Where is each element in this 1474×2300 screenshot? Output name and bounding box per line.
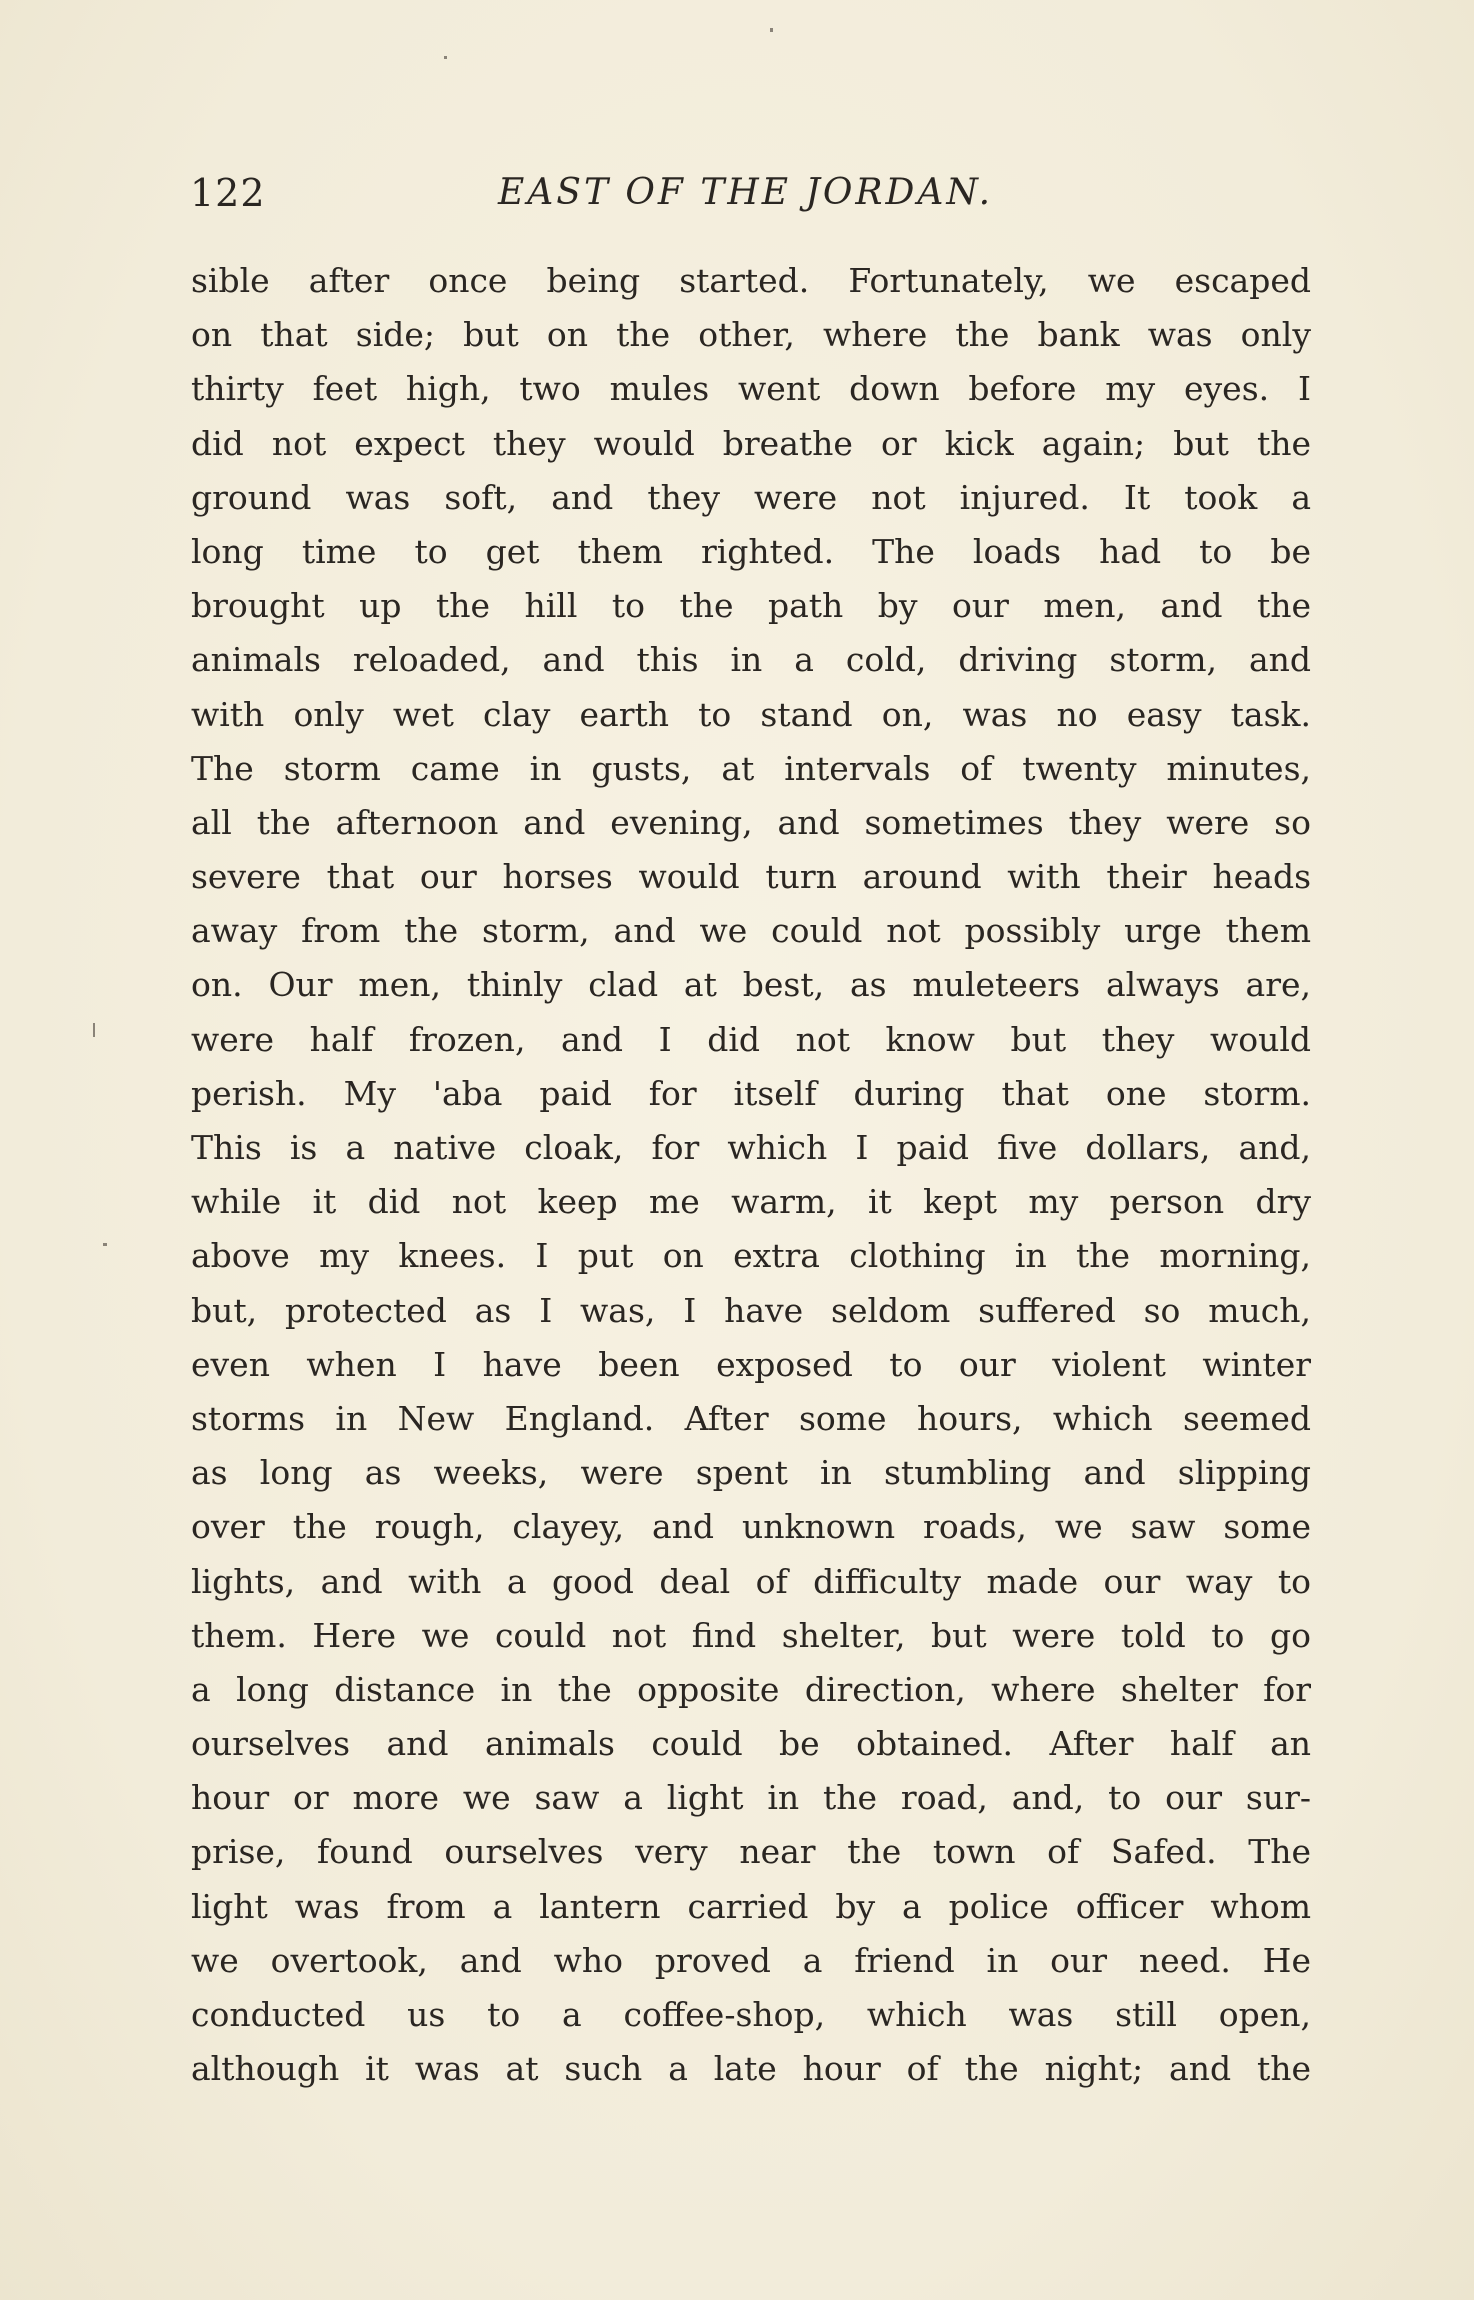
text-line: but, protected as I was, I have seldom suffered so much, xyxy=(191,1290,1311,1330)
body-text xyxy=(191,254,1311,2096)
text-line: above my knees. I put on extra clothing in the morning, xyxy=(191,1236,1311,1276)
text-line: storms in New England. After some hours, which seemed xyxy=(191,1398,1311,1438)
text-line: ourselves and animals could be obtained. After half an xyxy=(191,1724,1311,1764)
text-line: thirty feet high, two mules went down before my eyes. I xyxy=(191,369,1311,409)
text-line: conducted us to a coffee-shop, which was still open, xyxy=(191,1995,1311,2034)
text-line: ground was soft, and they were not injured. It took a xyxy=(191,477,1311,517)
text-line: a long distance in the opposite direction, where shelter for xyxy=(191,1669,1311,1709)
text-line: This is a native cloak, for which I paid five dollars, and, xyxy=(191,1128,1311,1167)
text-line: even when I have been exposed to our violent winter xyxy=(191,1344,1311,1384)
text-line: all the afternoon and evening, and sometimes they were so xyxy=(191,802,1311,842)
text-line: hour or more we saw a light in the road, and, to our sur- xyxy=(191,1778,1311,1818)
text-line: as long as weeks, were spent in stumbling and slipping xyxy=(191,1453,1311,1493)
text-line: while it did not keep me warm, it kept my person dry xyxy=(191,1182,1311,1222)
margin-mark xyxy=(93,1023,95,1037)
text-line: long time to get them righted. The loads had to be xyxy=(191,531,1311,571)
text-line: severe that our horses would turn around with their heads xyxy=(191,857,1311,897)
text-line: them. Here we could not find shelter, but were told to go xyxy=(191,1615,1311,1655)
page-speck xyxy=(444,56,447,59)
text-line: The storm came in gusts, at intervals of twenty minutes, xyxy=(191,748,1311,788)
margin-mark xyxy=(103,1243,107,1246)
text-line: with only wet clay earth to stand on, was no easy task. xyxy=(191,694,1311,734)
page-speck xyxy=(770,28,773,32)
text-line: lights, and with a good deal of difficulty made our way to xyxy=(191,1561,1311,1601)
text-line: we overtook, and who proved a friend in our need. He xyxy=(191,1940,1311,1980)
text-line: did not expect they would breathe or kick again; but the xyxy=(191,423,1311,463)
text-line: prise, found ourselves very near the town of Safed. The xyxy=(191,1832,1311,1872)
running-title: EAST OF THE JORDAN. xyxy=(498,172,994,213)
text-line: on. Our men, thinly clad at best, as muleteers always are, xyxy=(191,965,1311,1005)
text-line: perish. My 'aba paid for itself during that one storm. xyxy=(191,1073,1311,1113)
text-line: away from the storm, and we could not possibly urge them xyxy=(191,911,1311,951)
text-line: animals reloaded, and this in a cold, driving storm, and xyxy=(191,640,1311,680)
text-line: brought up the hill to the path by our men, and the xyxy=(191,586,1311,626)
text-line: light was from a lantern carried by a police officer whom xyxy=(191,1886,1311,1926)
text-line: although it was at such a late hour of the night; and the xyxy=(191,2049,1311,2089)
text-line: on that side; but on the other, where the bank was only xyxy=(191,315,1311,355)
text-line: sible after once being started. Fortunately, we escaped xyxy=(191,261,1311,300)
page-header xyxy=(190,168,1310,218)
text-line: over the rough, clayey, and unknown roads, we saw some xyxy=(191,1507,1311,1547)
text-line: were half frozen, and I did not know but they would xyxy=(191,1019,1311,1059)
page-number: 122 xyxy=(190,171,266,215)
